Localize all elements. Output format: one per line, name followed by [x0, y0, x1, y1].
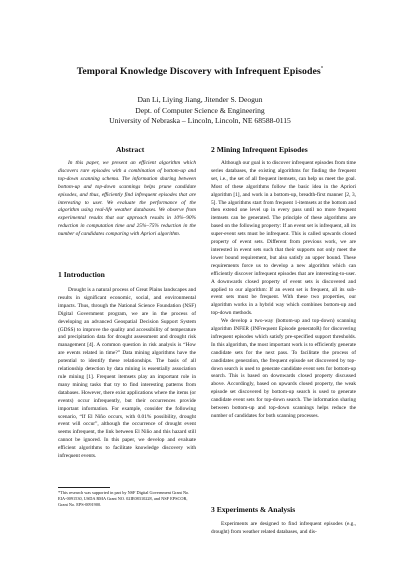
experiments-heading: 3 Experiments & Analysis	[211, 505, 296, 514]
mining-text	[211, 160, 356, 421]
intro-text	[58, 287, 196, 461]
author-names: Dan Li, Liying Jiang, Jitender S. Deogun	[137, 95, 263, 104]
mining-paragraph-1: Although our goal is to discover infrequent episodes from time series databases, the existing algorithms for finding the frequent set, i.e., the set of all frequent itemsets, can help us meet the goal. Most of these algorithms follow the basic idea in the Apriori algorithm [1], and work in a bottom-up, breadth-first manner [2, 3, 5]. The algorithms start from frequent 1-itemsets at the bottom and then extend one level up in every pass until no more frequent itemsets can be generated. The principle of these algorithms are based on the following property: If an event set is infrequent, all its super-event sets must be infrequent. This is called upwards closed property of event sets. Different from previous work, we are interested in event sets such that their supports not only meet the lower bound requirement, but also satisfy an upper bound. These requirements force us to develop a new algorithm which can efficiently discover infrequent episodes that are interesting-to-user. A downwards closed property of event sets is discovered and applied to our algorithm: If an event set is frequent, all its sub-event sets must be frequent. With these two properties, our algorithm works in a hybrid way which combines bottom-up and top-down methods.	[211, 160, 356, 317]
paper-title: Temporal Knowledge Discovery with Infrequent Episodes*	[76, 66, 324, 77]
mining-paragraph-2: We develop a two-way (bottom-up and top-down) scanning algorithm INFER (INFrequent Episode generatoR) for discovering infrequent episodes which satisfy pre-specified support thresholds. In this algorithm, the most important work is to efficiently generate candidate sets for the next pass. To facilitate the process of candidates generation, the frequent episode set discovered by top-down search is used to generate candidate event sets for bottom-up search. This is based on downwards closed property discussed above. Accordingly, based on upwards closed property, the weak episode set discovered by bottom-up search is used to generate candidate event sets for top-down search. The information sharing between bottom-up and top-down scannings helps reduce the number of candidates for both scanning processes.	[211, 318, 356, 419]
author-department: Dept. of Computer Science & Engineering	[135, 105, 265, 115]
footnote: *This research was supported in part by NSF Digital Government Grant No. EIA-0091530, USDA RMA Grant NO. 02IE08310228, and NSF EPSCOR, Grant No. EPS-0091900.	[58, 490, 190, 507]
title-footnote-mark: *	[320, 66, 324, 72]
abstract-paragraph: In this paper, we present an efficient algorithm which discovers rare episodes with a combination of bottom-up and top-down scanning schema. The information sharing between bottom-up and top-down scannings helps prune candidate episodes, and thus, efficiently find infrequent episodes that are interesting to user. We evaluate the performance of the algorithm using real-life weather databases. We observe from experimental results that our approach results in 10%–90% reduction in computation time and 25%–75% reduction in the number of candidates comparing with Apriori algorithm.	[58, 160, 196, 238]
abstract-text	[58, 160, 196, 239]
intro-heading: 1 Introduction	[58, 270, 105, 279]
author-affiliation: University of Nebraska – Lincoln, Lincoln, NE 68588-0115	[109, 116, 291, 126]
footnote-rule	[58, 487, 110, 488]
mining-heading: 2 Mining Infrequent Episodes	[211, 145, 308, 154]
intro-paragraph: Drought is a natural process of Great Plains landscapes and results in significant economic, social, and environmental impacts. Thus, through the National Science Foundation (NSF) Digital Government program, we are in the process of developing an advanced Geospatial Decision Support System (GDSS) to improve the quality and accessibility of temperature and precipitation data for drought assessment and drought risk management [4]. A common question in risk analysis is “How are events related in time?” Data mining algorithms have the potential to identify these relationships. The basis of all relationship detection by data mining is essentially association rule mining [1]. Frequent itemsets play an important role in many mining tasks that try to find interesting patterns from databases. However, there exist applications where the items (or events) occur infrequently, but their occurrences provide important information. For example, consider the following scenario, “If El Niño occurs, with 0.01% possibility, drought event will occur”, although the occurrence of drought event seems infrequent, the link between El Niño and this hazard still cannot be ignored. In this paper, we develop and evaluate efficient algorithms to facilitate knowledge discovery with infrequent events.	[58, 287, 196, 460]
experiments-text	[211, 521, 356, 537]
experiments-paragraph: Experiments are designed to find infrequent episodes (e.g., drought) from weather related databases, and dis-	[211, 521, 356, 535]
abstract-heading: Abstract	[116, 145, 145, 154]
author-block	[0, 95, 400, 127]
